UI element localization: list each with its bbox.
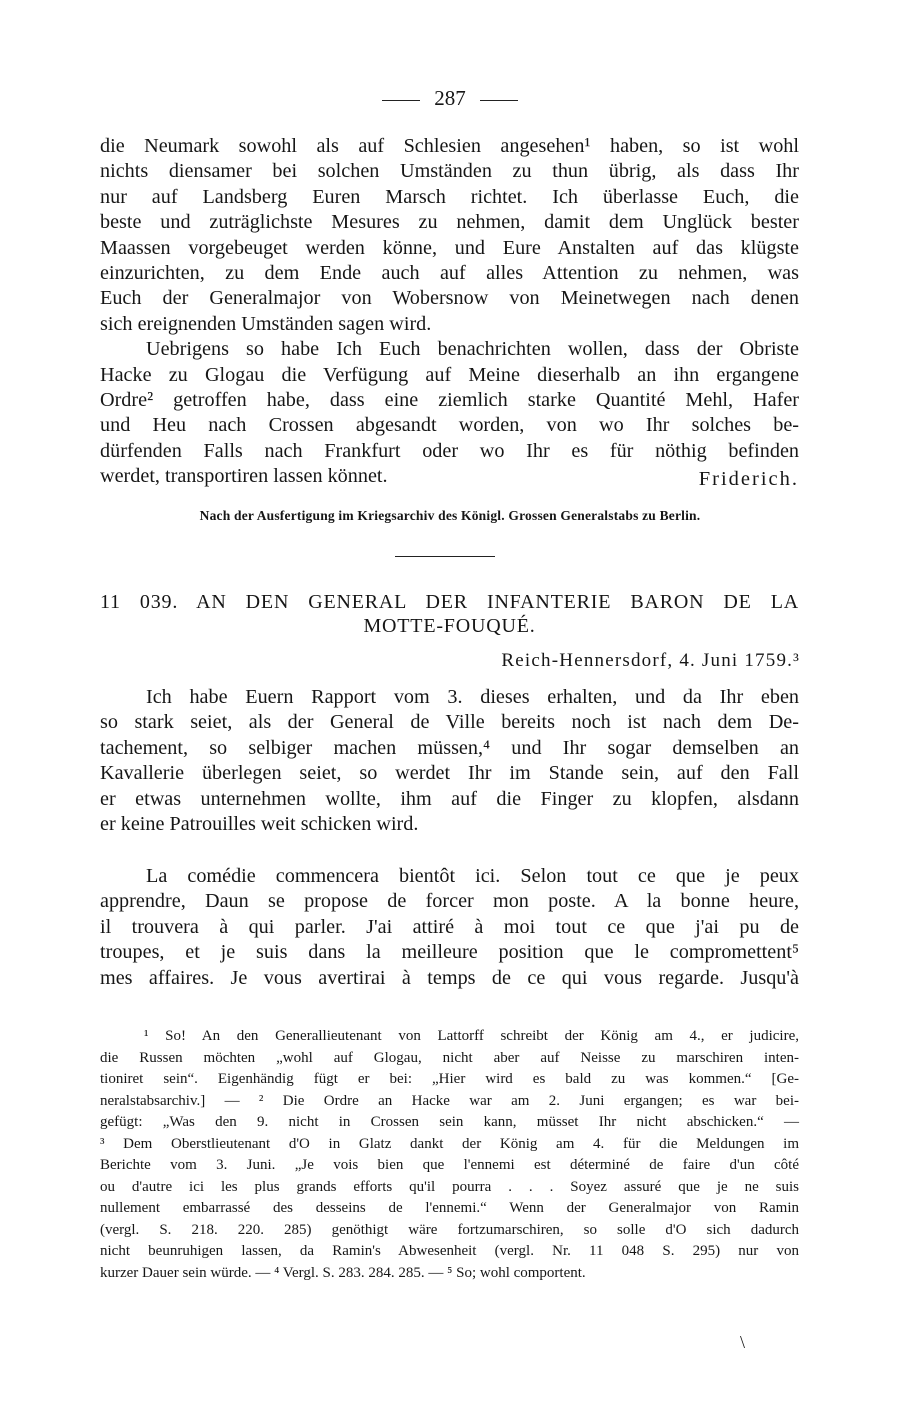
footnote-line: Berichte vom 3. Juni. „Je vois bien que l'ennemi est déterminé de faire d'un côté — [100, 1157, 799, 1173]
scan-mark-icon: \ — [740, 1332, 746, 1352]
header-rule-left — [382, 100, 420, 101]
text-line: il trouvera à qui parler. J'ai attiré à moi tout ce que j'ai pu de — [100, 915, 799, 938]
footnote-line: tioniret sein“. Eigenhändig fügt er bei: „Hier wird es bald zu was kommen.“ [Ge- — [100, 1071, 799, 1087]
text-line: troupes, et je suis dans la meilleure position que le compromettent⁵ — [100, 941, 799, 964]
heading-recipient: AN DEN GENERAL DER INFANTERIE BARON DE LA — [196, 591, 800, 613]
text-line: Ich habe Euern Rapport vom 3. dieses erhalten, und da Ihr eben — [146, 686, 799, 708]
letter-number: 11 039. — [100, 591, 179, 613]
footnote-line: nicht beunruhigen lassen, da Ramin's Abwesenheit (vergl. Nr. 11 048 S. 295) nur von — [100, 1243, 799, 1259]
footnote-line: gefügt: „Was den 9. nicht in Crossen sein kann, müsset Ihr nicht abschicken.“ — — [100, 1114, 799, 1130]
text-line: apprendre, Daun se propose de forcer mon poste. A la bonne heure, — [100, 890, 799, 913]
source-note: Nach der Ausfertigung im Kriegsarchiv des Königl. Grossen Generalstabs zu Berlin. — [199, 508, 701, 523]
text-line: Uebrigens so habe Ich Euch benachrichten wollen, dass der Obriste — [146, 338, 799, 361]
text-line: nur auf Landsberg Euren Marsch richtet. Ich überlasse Euch, die — [100, 185, 799, 208]
text-line: Kavallerie überlegen seiet, so werdet Ihr im Stande sein, auf den Fall — [100, 762, 799, 785]
text-line: Ordre² getroffen habe, dass eine ziemlich starke Quantité Mehl, Hafer — [100, 388, 799, 411]
text-line: werdet, transportiren lassen könnet. — [100, 465, 388, 488]
heading-line-2: MOTTE-FOUQUÉ. — [363, 615, 536, 637]
text-line: einzurichten, zu dem Ende auch auf alles Attention zu nehmen, was — [100, 261, 799, 284]
header-rule-right — [480, 100, 518, 101]
page-number-header — [0, 86, 900, 111]
letter-heading — [100, 590, 799, 638]
footnote-line: ¹ So! An den Generallieutenant von Lattorff schreibt der König am 4., er judicire, — [144, 1028, 799, 1044]
footnote-line: kurzer Dauer sein würde. — ⁴ Vergl. S. 283. 284. 285. — ⁵ So; wohl comportent. — [100, 1264, 586, 1281]
text-line: so stark seiet, als der General de Ville bereits noch ist nach dem De- — [100, 711, 799, 734]
text-line: Maassen vorgebeuget werden könne, und Eure Anstalten auf das klügste — [100, 236, 799, 259]
letter-body-french — [100, 864, 799, 991]
page-number: 287 — [434, 86, 466, 110]
text-line: mes affaires. Je vous avertirai à temps de ce qui vous regarde. Jusqu'à — [100, 966, 799, 989]
footnote-line: nullement embarrassé des desseins de l'ennemi.“ Wenn der Generalmajor von Ramin — [100, 1200, 799, 1216]
text-line: Euch der Generalmajor von Wobersnow von Meinetwegen nach denen — [100, 287, 799, 310]
footnote-line: neralstabsarchiv.] — ² Die Ordre an Hacke war am 2. Juni ergangen; es war bei- — [100, 1092, 799, 1109]
section-divider — [395, 556, 495, 557]
text-line: nichts diensamer bei solchen Umständen zu thun übrig, als dass Ihr — [100, 160, 799, 183]
letter-body — [100, 685, 799, 837]
text-line: und Heu nach Crossen abgesandt worden, von wo Ihr solches be- — [100, 414, 799, 437]
closing-row — [100, 464, 799, 489]
footnotes — [100, 1026, 799, 1284]
footnote-line: ou d'autre ici les plus grands efforts qu'il pourra . . . Soyez assuré que je ne suis — [100, 1178, 799, 1195]
heading-line-1 — [100, 590, 799, 614]
text-line: er keine Patrouilles weit schicken wird. — [100, 812, 419, 835]
text-line: beste und zuträglichste Mesures zu nehmen, damit dem Unglück bester — [100, 211, 799, 234]
text-line: er etwas unternehmen wollte, ihm auf die Finger zu klopfen, alsdann — [100, 787, 799, 810]
text-line: La comédie commencera bientôt ici. Selon tout ce que je peux — [146, 865, 799, 887]
footnote-line: ³ Dem Oberstlieutenant d'O in Glatz dankt der König am 4. für die Meldungen im — [100, 1135, 799, 1152]
text-line: Hacke zu Glogau die Verfügung auf Meine dieserhalb an ihn ergangene — [100, 363, 799, 386]
letter-continuation — [100, 134, 799, 489]
dateline: Reich-Hennersdorf, 4. Juni 1759.³ — [501, 650, 800, 671]
text-line: tachement, so selbiger machen müssen,⁴ und Ihr sogar demselben an — [100, 736, 799, 759]
footnote-line: (vergl. S. 218. 220. 285) genöthigt wäre fortzumarschiren, so solle d'O sich dadurch — [100, 1221, 799, 1238]
text-line: die Neumark sowohl als auf Schlesien angesehen¹ haben, so ist wohl — [100, 135, 799, 157]
footnote-line: die Russen möchten „wohl auf Glogau, nicht aber auf Neisse zu marschiren inten- — [100, 1049, 799, 1066]
signature: Friderich. — [698, 468, 799, 491]
text-line: dürfenden Falls nach Frankfurt oder wo Ihr es für nöthig befinden — [100, 439, 799, 462]
text-line: sich ereignenden Umständen sagen wird. — [100, 312, 432, 335]
